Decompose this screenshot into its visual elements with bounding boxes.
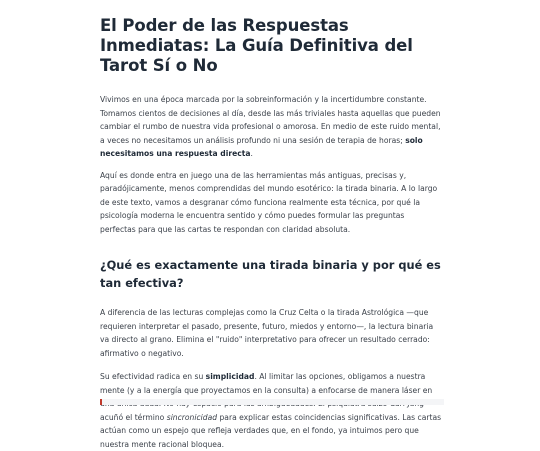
- paragraph-4-end: para explicar estas coincidencias significativas. Las cartas actúan como un espejo que refleja verdades que, en el fondo, ya intuimos pero que nuestra mente racional bloquea.: [100, 412, 442, 449]
- intro-end: .: [250, 149, 253, 158]
- article-title: El Poder de las Respuestas Inmediatas: La Guía Definitiva del Tarot Sí o No: [100, 16, 413, 75]
- paragraph-4: [100, 370, 442, 451]
- paragraph-4-start: Su efectividad radica en su: [100, 372, 206, 381]
- paragraph-4-bold: simplicidad: [205, 372, 255, 381]
- intro-text: Vivimos en una época marcada por la sobreinformación y la incertidumbre constante. Tomamos cientos de decisiones al día, desde las más triviales hasta aquellas que pueden cambiar el rumbo de nuestra vida profesional o amorosa. En medio de este ruido mental, a veces no necesitamos un análisis profundo ni una sesión de terapia de horas;: [100, 95, 441, 145]
- blockquote-top: [100, 399, 444, 405]
- section-heading: ¿Qué es exactamente una tirada binaria y por qué es tan efectiva?: [100, 258, 441, 290]
- paragraph-4-italic: sincronicidad: [166, 412, 218, 422]
- intro-bold: solo necesitamos una respuesta directa: [100, 135, 423, 158]
- intro-paragraph: [100, 93, 442, 161]
- paragraph-3: A diferencia de las lecturas complejas como la Cruz Celta o la tirada Astrológica —que requieren interpretar el pasado, presente, futuro, miedos y entorno—, la lectura binaria va directo al grano. Elimina el "ruido" interpretativo para ofrecer un resultado cerrado: afirmativo o negativo.: [100, 308, 434, 358]
- article: [100, 16, 442, 451]
- paragraph-4-mid: . Al limitar las opciones, obligamos a nuestra mente (y a la energía que proyectamos en la consulta) a enfocarse de manera láser en acuñó el término: [100, 372, 433, 422]
- paragraph-2: Aquí es donde entra en juego una de las herramientas más antiguas, precisas y, paradójicamente, menos comprendidas del mundo esotérico: la tirada binaria. A lo largo de este texto, vamos a desgranar cómo funciona realmente esta técnica, por qué la psicología moderna le encuentra sentido y cómo puedes formular las preguntas perfectas para que las cartas te respondan con claridad absoluta.: [100, 170, 438, 234]
